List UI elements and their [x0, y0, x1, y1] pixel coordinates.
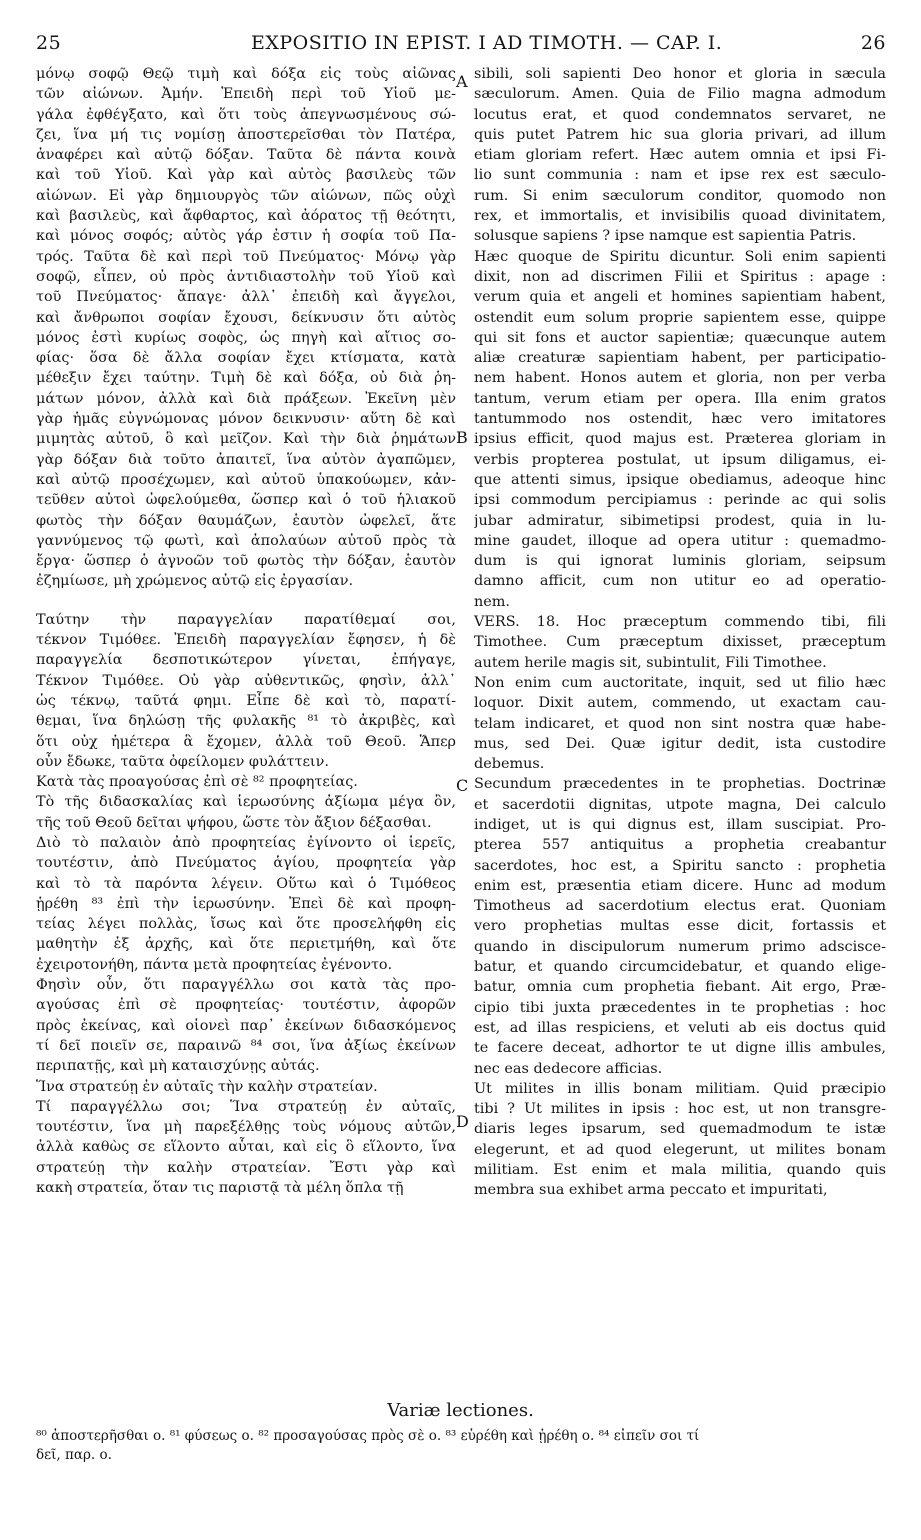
latin-text-line: et sacerdotii dignitas, utpote magna, Dei calculo [474, 796, 886, 813]
latin-text-line: sæculorum. Amen. Quia de Filio magna admodum [474, 86, 886, 103]
latin-text-line: debemus. [474, 756, 545, 773]
latin-text-line: cipio tibi juxta præcedentes in te prophetias : hoc [474, 999, 886, 1016]
greek-text-line: ὅτι οὐχ ἡμέτερα ἃ ἔχομεν, ἀλλὰ τοῦ Θεοῦ. Ἅπερ [36, 733, 456, 750]
latin-text-line: Secundum præcedentes in te prophetias. Doctrinæ [474, 776, 886, 793]
running-header [36, 32, 886, 56]
greek-text-line: ζει, ἵνα μή τις νομίσῃ ἀποστερεῖσθαι τὸν Πατέρα, [36, 126, 456, 143]
greek-text-line: φίας· ὅσα δὲ ἄλλα σοφίαν ἔχει κτίσματα, κατὰ [36, 350, 456, 367]
greek-text-line: παραγγελία δεσποτικώτερον γίνεται, ἐπήγαγε, [36, 652, 456, 669]
latin-text-line: ostendit eum solum proprie sapientem esse, quippe [474, 309, 886, 326]
latin-text-line: telam indicaret, et quod non sint nostra quæ habe- [474, 715, 886, 732]
latin-text-line: rum. Si enim sæculorum conditor, quomodo non [474, 187, 886, 204]
greek-text-line: γάλα ἐφθέγξατο, καὶ ὅτι τοὺς ἀπεγνωσμένους σώ- [36, 106, 456, 123]
greek-text-line: Φησὶν οὖν, ὅτι παραγγέλλω σοι κατὰ τὰς προ- [36, 977, 456, 994]
latin-text-line: verum quia et angeli et homines sapientiam habent, [474, 289, 886, 306]
latin-text-line: sibili, soli sapienti Deo honor et gloria in sæcula [474, 66, 886, 82]
greek-text-line: γὰρ δόξαν διὰ τοῦτο ἀπαιτεῖ, ἵνα αὐτὸν ἀγαπῶμεν, [36, 451, 456, 468]
latin-text-line: mus, sed Dei. Quæ igitur dedit, ista custodire [474, 735, 886, 752]
greek-text-line: τοῦ Πνεύματος· ἄπαγε· ἀλλ᾽ ἐπειδὴ καὶ ἄγγελοι, [36, 289, 456, 306]
greek-text-line: ὡς τέκνῳ, ταῦτά φημι. Εἶπε δὲ καὶ τὸ, παρατί- [36, 692, 456, 709]
variae-lectiones-notes [36, 1427, 886, 1465]
latin-text-line: nem. [474, 593, 511, 610]
page-number-right: 26 [860, 32, 886, 54]
greek-text-line: μέθεξιν ἔχει ταύτην. Τιμὴ δὲ καὶ δόξα, οὐ διὰ ῥη- [36, 370, 456, 387]
margin-letter-d: D [456, 1112, 469, 1131]
greek-text-line: τουτέστιν, ἀπὸ Πνεύματος ἁγίου, προφητεία γὰρ [36, 855, 456, 872]
margin-letter-a: A [456, 72, 468, 91]
latin-text-line: locutus erat, et quod condemnatos servaret, ne [474, 106, 886, 123]
greek-text-line: αἰώνων. Εἰ γὰρ δημιουργὸς τῶν αἰώνων, πῶς οὐχὶ [36, 187, 456, 204]
greek-text-line: γὰρ ἡμᾶς εὐγνώμονας μόνον δεικνυσιν· αὕτη δὲ καὶ [36, 411, 456, 428]
greek-text-line: καὶ μόνος σοφός; αὐτὸς γάρ ἐστιν ἡ σοφία τοῦ Πα- [36, 228, 456, 245]
latin-text-line: vero prophetias multas esse dicit, fortassis et [474, 918, 886, 935]
latin-text-line: jubar admiratur, sibimetipsi prodest, quia in lu- [474, 512, 886, 529]
greek-text-line: πρὸς ἐκείνας, καὶ οἱονεὶ παρ᾽ ἐκείνων διδασκόμενος [36, 1017, 456, 1034]
greek-text-line: Διὸ τὸ παλαιὸν ἀπὸ προφητείας ἐγίνοντο οἱ ἱερεῖς, [36, 834, 456, 851]
latin-text-line: quando in discipulorum numerum primo adsciscе- [474, 938, 886, 955]
greek-text-line: θεμαι, ἵνα δηλώσῃ τῆς φυλακῆς ⁸¹ τὸ ἀκριβὲς, καὶ [36, 713, 456, 730]
latin-text-line: ipsius efficit, quod majus est. Præterea gloriam in [474, 431, 886, 448]
greek-text-line: μόνος ἐστὶ κυρίως σοφὸς, ὡς πηγὴ καὶ αἴτιος σο- [36, 329, 456, 346]
latin-text-line: te facere deceat, adhortor te ut digne illis ambules, [474, 1040, 886, 1057]
greek-text-line: περιπατῇς, καὶ μὴ καταισχύνῃς αὐτάς. [36, 1058, 320, 1075]
latin-text-line: dixit, non ad discrimen Filii et Spiritus : apage : [474, 268, 886, 285]
greek-text-line: σοφῷ, εἶπεν, οὐ πρὸς ἀντιδιαστολὴν τοῦ Υἱοῦ καὶ [36, 268, 456, 285]
greek-text-line: τί δεῖ ποιεῖν σε, παραινῶ ⁸⁴ σοι, ἵνα ἀξίως ἐκείνων [36, 1037, 456, 1054]
latin-text-line: batur, omnia cum prophetia fiebant. Ait ergo, Præ- [474, 979, 886, 996]
greek-text-line: τῶν αἰώνων. Ἀμήν. Ἐπειδὴ περὶ τοῦ Υἱοῦ με- [36, 86, 456, 103]
greek-text-line: καὶ ἄνθρωποι σοφίαν ἔχουσι, δείκνυσιν ὅτι αὐτὸς [36, 309, 456, 326]
greek-text-line: μιμητὰς αὐτοῦ, ὃ καὶ μεῖζον. Καὶ τὴν διὰ ῥημάτων [36, 431, 456, 448]
latin-text-line: ipsi commodum percipiamus : perinde ac qui solis [474, 492, 886, 509]
running-title: EXPOSITIO IN EPIST. I AD TIMOTH. — CAP. I. [251, 32, 723, 54]
latin-column [474, 64, 886, 1201]
latin-text-line: loquor. Dixit autem, commendo, ut exactam cau- [474, 695, 886, 712]
latin-text-line: indiget, ut is qui dignus est, illam suscipiat. Pro- [474, 816, 886, 833]
latin-text-line: tantummodo nos ostendit, hæc vero imitatores [474, 411, 886, 428]
greek-text-line: καὶ τὸ τὰ παρόντα λέγειν. Οὕτω καὶ ὁ Τιμόθεος [36, 875, 456, 892]
greek-text-line: καὶ αὐτῷ προσέχωμεν, καὶ αὐτοῦ ὑπακούωμεν, κἀν- [36, 471, 456, 488]
greek-text-line: ἀναφέρει καὶ αὐτῷ δόξαν. Ταῦτα δὲ πάντα κοινὰ [36, 147, 456, 164]
latin-text-line: Non enim cum auctoritate, inquit, sed ut filio hæc [474, 674, 886, 691]
greek-text-line: Τέκνον Τιμόθεε. Οὐ γὰρ αὐθεντικῶς, φησὶν, ἀλλ᾽ [36, 672, 456, 689]
latin-text-line: Hæc quoque de Spiritu dicuntur. Soli enim sapienti [474, 248, 886, 265]
latin-text-line: lio sunt communia : nam et ipse rex est sæculo- [474, 167, 886, 184]
latin-text-line: aliæ creaturæ sapientiam habent, per participatio- [474, 350, 886, 367]
margin-letter-b: B [456, 428, 468, 447]
page-number-left: 25 [36, 32, 62, 54]
greek-text-line: ἐζημίωσε, μὴ χρώμενος αὐτῷ εἰς ἐργασίαν. [36, 573, 354, 590]
greek-text-line: Ἵνα στρατεύῃ ἐν αὐταῖς τὴν καλὴν στρατείαν. [36, 1078, 378, 1095]
latin-text-line: sacerdotes, hoc est, a Spiritu sancto : prophetia [474, 857, 886, 874]
latin-text-line: qui sit fons et auctor sapientiæ; quæcunque autem [474, 329, 886, 346]
greek-text-line: μόνῳ σοφῷ Θεῷ τιμὴ καὶ δόξα εἰς τοὺς αἰῶνας [36, 66, 456, 82]
greek-text-line: τῆς τοῦ Θεοῦ δεῖται ψήφου, ὥστε τὸν ἄξιον δέξασθαι. [36, 814, 432, 831]
latin-text-line: tibi ? Ut milites in ipsis : hoc est, ut non transgre- [474, 1101, 886, 1118]
latin-text-line: elegerunt, et ad quod elegerunt, ut milites bonam [474, 1141, 886, 1158]
greek-text-line: καὶ βασιλεὺς, καὶ ἄφθαρτος, καὶ ἀόρατος τῇ θεότητι, [36, 208, 456, 225]
greek-text-line: τεῦθεν αὐτοὶ ὠφελούμεθα, ὥσπερ καὶ ὁ τοῦ ἡλιακοῦ [36, 492, 456, 509]
latin-text-line: membra sua exhibet arma peccato et impuritati, [474, 1182, 828, 1199]
latin-text-line: nec eas dedecore afficias. [474, 1060, 663, 1077]
greek-text-line: μαθητὴν ἐξ ἀρχῆς, καὶ ὅτε περιετμήθη, καὶ ὅτε [36, 936, 456, 953]
greek-text-line: στρατεύῃ τὴν καλὴν στρατείαν. Ἔστι γὰρ καὶ [36, 1159, 456, 1176]
greek-text-line: τείας λέγει πολλὰς, ἴσως καὶ ὅτε προσελήφθη εἰς [36, 916, 456, 933]
margin-letter-c: C [456, 776, 469, 795]
greek-text-line: μάτων μόνον, ἀλλὰ καὶ διὰ πράξεων. Ἐκεῖνη μὲν [36, 390, 456, 407]
latin-text-line: pterea 557 antiquitus a prophetia creabantur [474, 837, 886, 854]
latin-text-line: est, ad illas respiciens, et veluti ab eis doctus quid [474, 1019, 886, 1036]
greek-text-line: Κατὰ τὰς προαγούσας ἐπὶ σὲ ⁸² προφητείας. [36, 774, 358, 791]
greek-text-line: φωτὸς τὴν δόξαν θαυμάζων, ἑαυτὸν ὠφελεῖ, ἅτε [36, 512, 456, 529]
latin-text-line: que attenti simus, ipsique obediamus, adeoque hinc [474, 471, 886, 488]
latin-text-line: tantum, verum etiam per opera. Illa enim gratos [474, 390, 886, 407]
latin-text-line: Timotheus ad sacerdotium electus erat. Quoniam [474, 898, 886, 915]
latin-text-line: diaris leges ipsarum, sed quemadmodum te istæ [474, 1121, 886, 1138]
latin-text-line: mine gaudet, illoque ad opera utitur : quemadmo- [474, 532, 886, 549]
greek-column [36, 64, 456, 1198]
greek-text-line: κακὴ στρατεία, ὅταν τις παριστᾷ τὰ μέλη ὅπλα τῇ [36, 1180, 404, 1197]
footnote-line: ⁸⁰ ἀποστερῆσθαι ο. ⁸¹ φύσεως ο. ⁸² προσαγούσας πρὸς σὲ ο. ⁸³ εὑρέθη καὶ ᾑρέθη ο. ⁸⁴ εἰπεῖν σοι τί [36, 1428, 700, 1444]
latin-text-line: solusque sapiens ? ipse namque est sapientia Patris. [474, 228, 857, 245]
footnote-line: δεῖ, παρ. ο. [36, 1447, 112, 1463]
greek-text-line: οὖν ἔδωκε, ταῦτα ὀφείλομεν φυλάττειν. [36, 753, 329, 770]
latin-text-line: damno afficit, cum non utitur eo ad operatio- [474, 573, 886, 590]
greek-text-line: τουτέστιν, ἵνα μὴ παρεξέλθῃς τοὺς νόμους αὐτῶν, [36, 1119, 456, 1136]
latin-text-line: rex, et immortalis, et invisibilis quoad divinitatem, [474, 208, 886, 225]
greek-text-line: αγούσας ἐπὶ σὲ προφητείας· τουτέστιν, ἀφορῶν [36, 997, 456, 1014]
latin-text-line: autem herile magis sit, subintulit, Fili Timothee. [474, 654, 827, 671]
greek-text-line: Τὸ τῆς διδασκαλίας καὶ ἱερωσύνης ἀξίωμα μέγα ὂν, [36, 794, 456, 811]
greek-text-line: τρός. Ταῦτα δὲ καὶ περὶ τοῦ Πνεύματος· Μόνῳ γὰρ [36, 248, 456, 265]
latin-text-line: quis putet Patrem hic sua gloria privari, ad illum [474, 126, 886, 143]
latin-text-line: VERS. 18. Hoc præceptum commendo tibi, fili [474, 614, 886, 631]
greek-paragraph-gap [36, 592, 456, 610]
greek-text-line: Τί παραγγέλλω σοι; Ἵνα στρατεύῃ ἐν αὐταῖς, [36, 1098, 456, 1115]
latin-text-line: enim est, præsentia etiam dicere. Hunc ad modum [474, 877, 886, 894]
greek-text-line: ἐχειροτονήθη, πάντα μετὰ προφητείας ἐγένοντο. [36, 956, 393, 973]
latin-text-line: dum is qui ignorat luminis gloriam, seipsum [474, 553, 886, 570]
greek-text-line: τέκνον Τιμόθεε. Ἐπειδὴ παραγγελίαν ἔφησεν, ἡ δὲ [36, 632, 456, 649]
variae-lectiones-title: Variæ lectiones. [387, 1400, 534, 1421]
latin-text-line: Ut milites in illis bonam militiam. Quid præcipio [474, 1080, 886, 1097]
latin-text-line: verbis propterea postulat, ut ipsum diligamus, ei- [474, 451, 886, 468]
latin-text-line: militiam. Est enim et mala militia, quando quis [474, 1162, 886, 1179]
greek-text-line: ἀλλὰ καθὼς σε εἵλοντο αὗται, καὶ εἰς ὃ εἵλοντο, ἵνα [36, 1139, 456, 1156]
latin-text-line: nem habent. Honos autem et gloria, non per verba [474, 370, 886, 387]
greek-text-line: καὶ τοῦ Υἱοῦ. Καὶ γὰρ καὶ αὐτὸς βασιλεὺς τῶν [36, 167, 456, 184]
greek-text-line: ᾑρέθη ⁸³ ἐπὶ τὴν ἱερωσύνην. Ἐπεὶ δὲ καὶ προφη- [36, 895, 456, 912]
latin-text-line: Timothee. Cum præceptum dixisset, præceptum [474, 634, 886, 651]
greek-text-line: ἔργα· ὥσπερ ὁ ἀγνοῶν τοῦ φωτὸς τὴν δόξαν, ἑαυτὸν [36, 553, 456, 570]
latin-text-line: etiam gloriam refert. Hæc autem omnia et ipsi Fi- [474, 147, 886, 164]
latin-text-line: batur, et quando circumcidebatur, et quando elige- [474, 959, 886, 976]
greek-text-line: Ταύτην τὴν παραγγελίαν παρατίθεμαί σοι, [36, 611, 456, 628]
greek-text-line: γαννύμενος τῷ φωτὶ, καὶ ἀπολαύων αὐτοῦ πρὸς τὰ [36, 532, 456, 549]
